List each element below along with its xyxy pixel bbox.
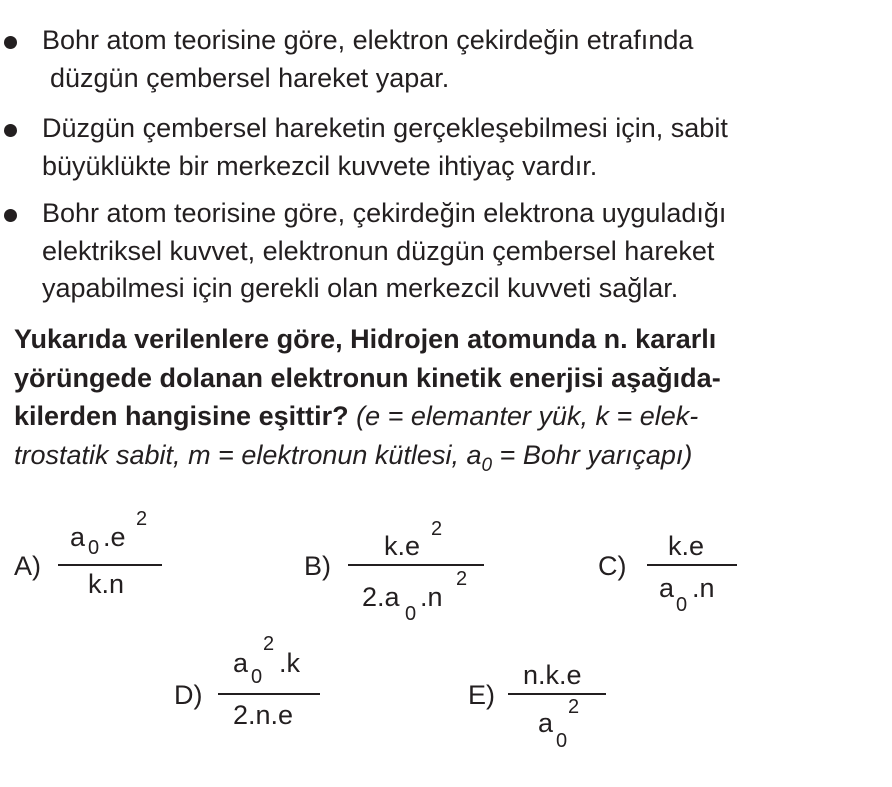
subscript: 0 [251,666,263,688]
superscript: 2 [263,633,275,655]
bullet-line: Bohr atom teorisine göre, çekirdeğin elektrona uyguladığı [42,198,727,228]
superscript: 2 [456,568,468,590]
subscript: 0 [556,730,568,752]
question-italic-line: (e = elemanter yük, k = elek- [356,401,699,431]
superscript: 2 [136,508,148,530]
bullet-text [42,195,860,308]
bullet-line: elektriksel kuvvet, elektronun düzgün çembersel hareket [42,235,715,266]
superscript: 2 [568,696,580,718]
fraction-line [348,564,484,566]
bullet-line: Düzgün çembersel hareketin gerçekleşebilmesi için, sabit [42,113,728,143]
superscript: 2 [431,518,443,540]
fraction-denominator: .n [420,582,443,612]
fraction-denominator: .n [692,573,715,603]
question-bold-line: Yukarıda verilenlere göre, Hidrojen atomunda n. kararlı [14,324,717,354]
bullet-dot-icon [4,209,17,222]
fraction-denominator: a [659,573,675,603]
fraction-numerator: .k [279,648,301,678]
option-label: B) [304,551,331,581]
question-bold-line: kilerden hangisine eşittir? [14,401,349,431]
fraction-numerator: n.k.e [523,660,582,690]
fraction-line [647,564,737,566]
question-text [14,320,860,478]
question-italic-line: trostatik sabit, m = elektronun kütlesi, a [14,439,482,470]
fraction-denominator: a [538,708,554,738]
fraction-line [508,693,606,695]
bullet-line: büyüklükte bir merkezcil kuvvete ihtiyaç vardır. [42,150,598,181]
question-bold-line: yörüngede dolanan elektronun kinetik enerjisi aşağıda- [14,362,721,393]
fraction-numerator: .e [103,522,126,552]
bullet-dot-icon [4,124,17,137]
fraction-numerator: a [233,648,249,678]
bullet-line: Bohr atom teorisine göre, elektron çekirdeğin etrafında [42,25,694,55]
fraction-numerator: a [70,522,86,552]
bullet-dot-icon [4,36,17,49]
fraction-denominator: 2.n.e [233,700,294,730]
bullet-text [42,110,860,185]
fraction-line [58,564,162,566]
fraction-line [218,693,320,695]
subscript: 0 [481,454,493,476]
bullet-line: düzgün çembersel hareket yapar. [50,62,450,93]
bullet-text [42,22,860,97]
subscript: 0 [676,594,688,616]
option-label: A) [14,551,41,581]
option-label: D) [174,680,203,710]
bullet-line: yapabilmesi için gerekli olan merkezcil kuvveti sağlar. [42,273,679,303]
fraction-numerator: k.e [668,531,705,561]
subscript: 0 [405,603,417,625]
option-label: C) [598,551,627,581]
fraction-denominator: 2.a [362,582,400,612]
fraction-numerator: k.e [384,531,421,561]
subscript: 0 [88,537,100,559]
option-label: E) [468,680,495,710]
fraction-denominator: k.n [88,569,125,599]
question-italic-line: = Bohr yarıçapı) [492,439,693,470]
